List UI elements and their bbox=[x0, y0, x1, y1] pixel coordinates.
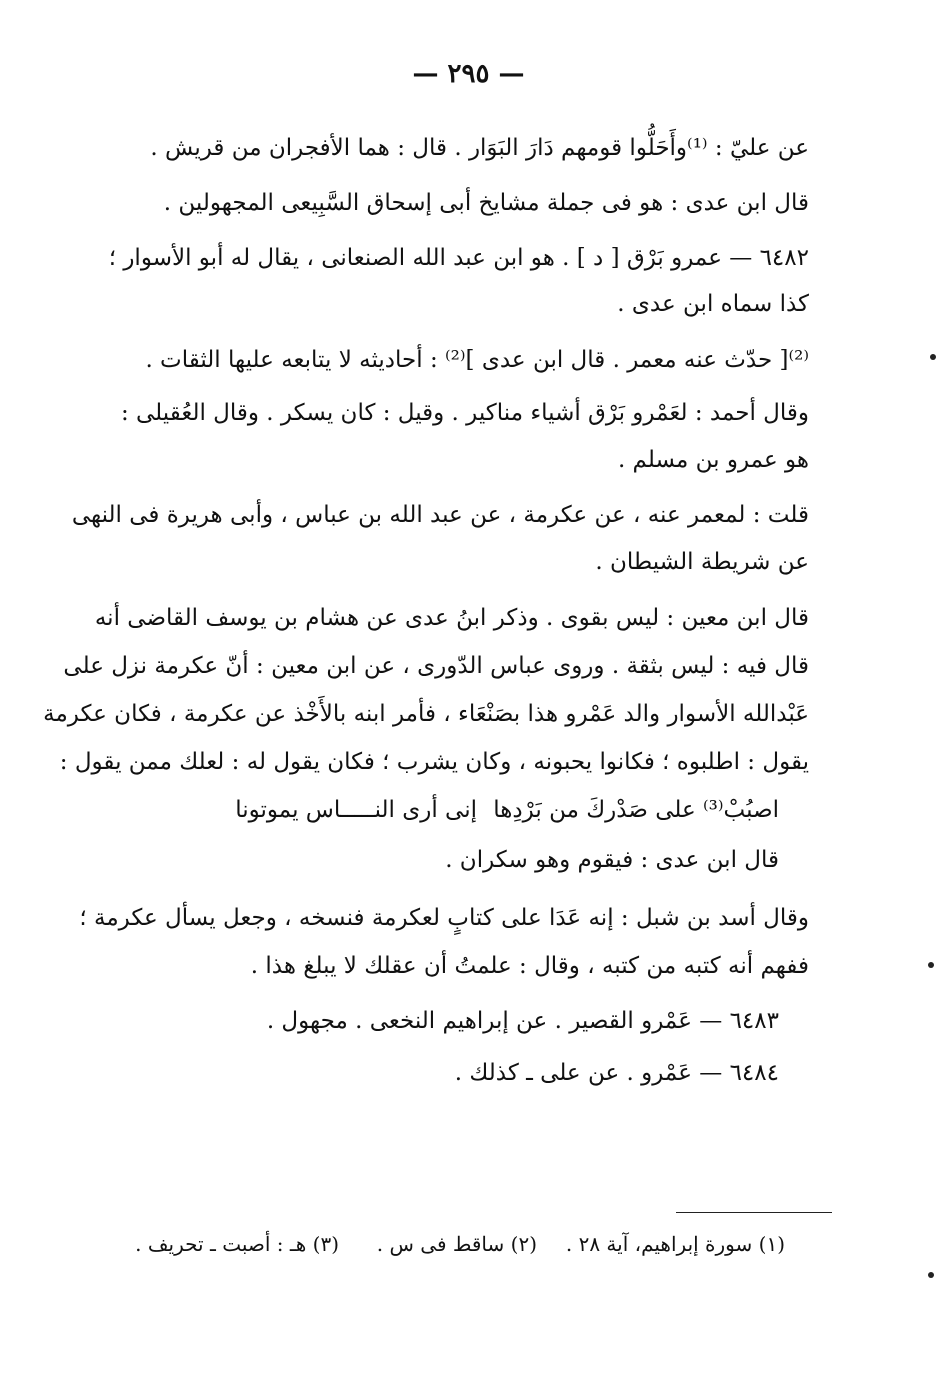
margin-mark bbox=[928, 962, 934, 968]
footnote-3: (٣) هـ : أصبت ـ تحريف . bbox=[135, 1232, 339, 1256]
text-line-7: هو عمرو بن مسلم . bbox=[617, 447, 809, 473]
footnote-1: (١) سورة إبراهيم، آية ٢٨ . bbox=[565, 1232, 785, 1256]
text-line-4: كذا سماه ابن عدى . bbox=[617, 291, 809, 317]
text-line-10: قال ابن معين : ليس بقوى . وذكر ابنُ عدى عن هشام بن يوسف القاضى أنه bbox=[94, 605, 809, 631]
footnote-rule bbox=[676, 1212, 832, 1213]
verse-hemistich-1: اصبُبْ⁽³⁾ على صَدْركَ من بَرْدِها bbox=[493, 797, 779, 823]
margin-mark bbox=[928, 1272, 934, 1278]
text-line-12: عَبْدالله الأسوار والد عَمْرو هذا بصَنْعَاء ، فأمر ابنه بالأَخْذ عن عكرمة ، فكان عكرمة bbox=[43, 701, 809, 727]
verse-hemistich-2: إنى أرى النـــــاس يموتونا bbox=[235, 797, 477, 823]
text-line-1: عن عليّ : ⁽¹⁾وأَحَلُّوا قومهم دَارَ البَوَار . قال : هما الأفجران من قريش . bbox=[150, 135, 809, 161]
entry-6484: ٦٤٨٤ — عَمْرو . عن على ـ كذلك . bbox=[454, 1060, 779, 1086]
entry-6482: ٦٤٨٢ — عمرو بَرْق [ د ] . هو ابن عبد الله الصنعانى ، يقال له أبو الأسوار ؛ bbox=[108, 245, 809, 271]
text-line-9: عن شريطة الشيطان . bbox=[595, 549, 809, 575]
text-line-8: قلت : لمعمر عنه ، عن عكرمة ، عن عبد الله بن عباس ، وأبى هريرة فى النهى bbox=[71, 502, 809, 528]
footnote-2: (٢) ساقط فى س . bbox=[376, 1232, 537, 1256]
text-line-2: قال ابن عدى : هو فى جملة مشايخ أبى إسحاق السَّبِيعى المجهولين . bbox=[163, 190, 809, 216]
entry-6483: ٦٤٨٣ — عَمْرو القصير . عن إبراهيم النخعى . مجهول . bbox=[266, 1008, 779, 1034]
page-number: — ٢٩٥ — bbox=[412, 59, 525, 89]
text-line-15: وقال أسد بن شبل : إنه عَدَا على كتابٍ لعكرمة فنسخه ، وجعل يسأل عكرمة ؛ bbox=[79, 905, 809, 931]
margin-mark bbox=[930, 354, 936, 360]
text-line-6: وقال أحمد : لعَمْرو بَرْق أشياء مناكير . وقيل : كان يسكر . وقال العُقيلى : bbox=[120, 400, 809, 426]
text-line-14: قال ابن عدى : فيقوم وهو سكران . bbox=[445, 847, 779, 873]
text-line-16: ففهم أنه كتبه من كتبه ، وقال : علمتُ أن عقلك لا يبلغ هذا . bbox=[250, 953, 809, 979]
text-line-11: قال فيه : ليس بثقة . وروى عباس الدّورى ، عن ابن معين : أنّ عكرمة نزل على bbox=[63, 653, 809, 679]
text-line-13: يقول : اطلبوه ؛ فكانوا يحبونه ، وكان يشرب ؛ فكان يقول له : لعلك ممن يقول : bbox=[59, 749, 809, 775]
text-line-5: ⁽²⁾[ حدّث عنه معمر . قال ابن عدى ]⁽²⁾ : أحاديثه لا يتابعه عليها الثقات . bbox=[145, 347, 809, 373]
